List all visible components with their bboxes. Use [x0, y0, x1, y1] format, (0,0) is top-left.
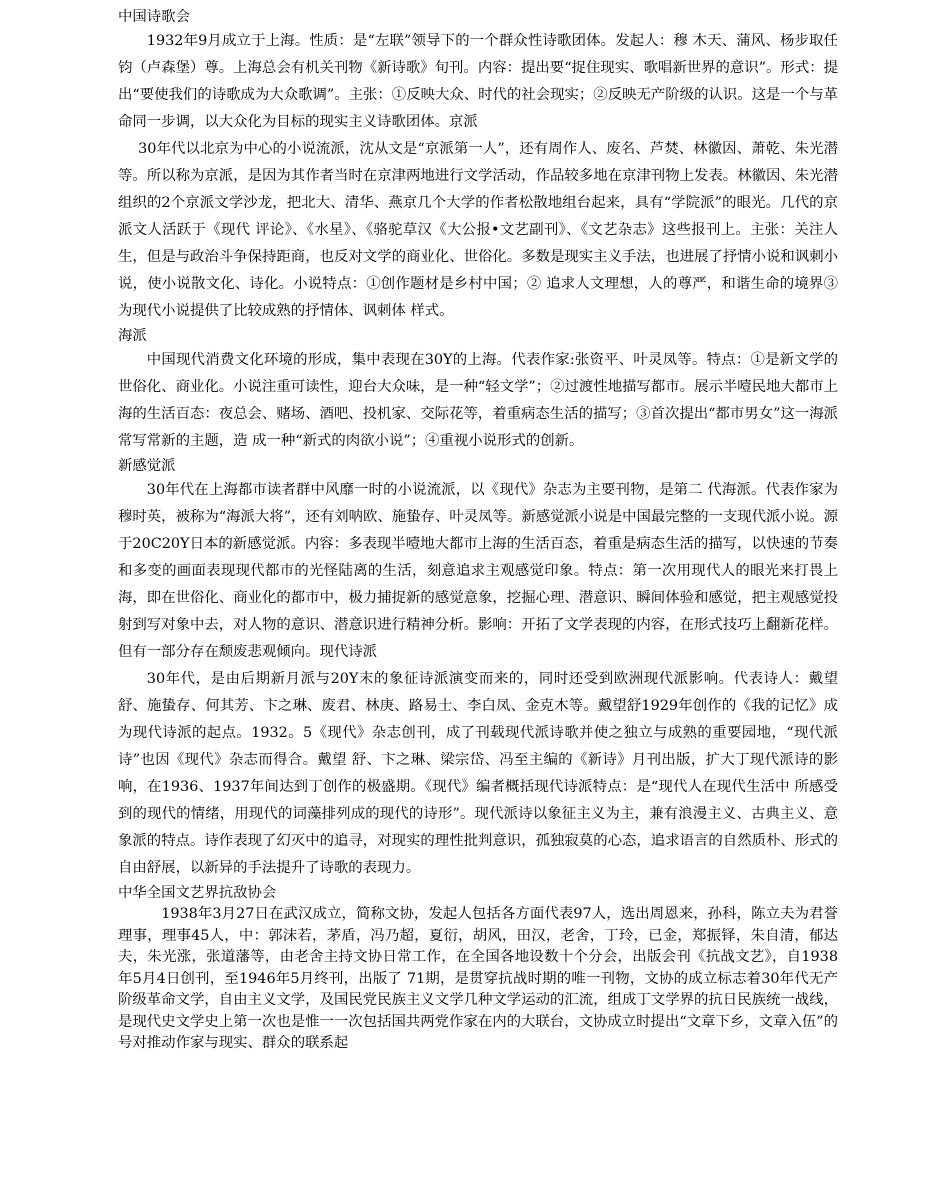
document-page — [118, 6, 838, 1055]
paragraph-jingpai: 30年代以北京为中心的小说流派，沈从文是“京派第一人”，还有周作人、废名、芦焚、林徽因、萧乾、朱光潜等。所以称为京派，是因为其作者当时在京津两地进行文学活动，作品较多地在京津刊物上发表。林徽因、朱光潜组织的2个京派文学沙龙，把北大、清华、燕京几个大学的作者松散地组台起来，具有“学院派”的眼光。几代的京派文人活跃于《现代 评论》、《水星》、《骆驼草汉《大公报•文艺副刊》、《文艺杂志》这些报刊上。主张：关注人 生，但是与政治斗争保持距商，也反对文学的商业化、世俗化。多数是现实主义手法，也进展了抒情小说和讽刺小说，使小说散文化、诗化。小说特点：①创作题材是乡村中国；② 追求人文理想，人的尊严，和谐生命的境界③为现代小说提供了比较成熟的抒情体、讽刺体 样式。 — [118, 141, 838, 319]
section-heading-anti-enemy-association: 中华全国文艺界抗敌协会 — [118, 885, 277, 901]
paragraph-haipai: 中国现代消费文化环境的形成，集中表现在30Y的上海。代表作家:张资平、叶灵凤等。特点：①是新文学的世俗化、商业化。小说注重可读性，迎台大众味，是一种“轻文学”；②过渡性地描写都市。展示半噎民地大都市上海的生活百态：夜总会、赌场、酒吧、投机家、交际花等，着重病态生活的描写；③首次提出“都市男女”这一海派常写常新的主题，造 成一种“新式的肉欲小说”；④重视小说形式的创新。 — [118, 352, 838, 449]
paragraph-new-sensation: 30年代在上海都市读者群中风靡一时的小说流派，以《现代》杂志为主要刊物，是第二 代海派。代表作家为穆时英，被称为“海派大将”，还有刘呐欧、施蛰存、叶灵凤等。新感觉派小说是中国最完整的一支现代派小说。源于20C20Y日本的新感觉派。内容：多表现半噎地大都市上海的生活百态，着重是病态生活的描写，以快速的节奏和多变的画面表现现代都市的光怪陆离的生活，刻意追求主观感觉印象。特点：第一次用现代人的眼光来打畏上海，即在世俗化、商业化的都市中，极力捕捉新的感觉意象，挖掘心理、潜意识、瞬间体验和感觉，把主观感觉投射到写对象中去，对人物的意识、潜意识进行精神分析。影响：开拓了文学表现的内容，在形式技巧上翻新花样。但有一部分存在颓废悲观倾向。现代诗派 — [118, 482, 838, 660]
paragraph-poetry-society: 1932年9月成立于上海。性质：是“左联”领导下的一个群众性诗歌团体。发起人：穆 木天、蒲风、杨步取任钧（卢森堡）尊。上海总会有机关刊物《新诗歌》旬刊。内容：提出要“捉住现实、歌唱新世界的意识”。形式：提出“要使我们的诗歌成为大众歌调”。主张：①反映大众、时代的社会现实；②反映无产阶级的认识。这是一个与革命同一步调，以大众化为目标的现实主义诗歌团体。京派 — [118, 33, 838, 130]
paragraph-anti-enemy-association: 1938年3月27日在武汉成立，简称文协，发起人包括各方面代表97人，选出周恩来，孙科，陈立夫为君誉理事，理事45人，中：郭沫若，茅盾，冯乃超，夏衍，胡风，田汉，老舍，丁玲，已金，郑振铎，朱自清，郁达夫，朱光涨，张道藩等，由老舍主持文协日常工作，在全国各地设数十个分会，出版会刊《抗战文艺》，自1938年5月4日创刊，至1946年5月终刊，出版了 71期，是贯穿抗战时期的唯一刊物，文协的成立标志着30年代无产阶级革命文学，自由主义文学，及国民党民族主义文学几种文学运动的汇流，组成丁文学界的抗日民族统一战线，是现代史文学史上第一次也是惟一一次包括国共两党作家在内的大联台，文协成立时提出“文章下乡，文章入伍”的号对推动作家与现实、群众的联系起 — [118, 906, 838, 1051]
section-heading-new-sensation: 新感觉派 — [118, 458, 176, 474]
paragraph-modern-poetry: 30年代，是由后期新月派与20Y末的象征诗派演变而来的，同时还受到欧洲现代派影响。代表诗人：戴望舒、施蛰存、何其芳、卞之琳、废君、林庚、路易士、李白凤、金克木等。戴望舒1929年创作的《我的记忆》成为现代诗派的起点。1932。5《现代》杂志创刊，成了刊载现代派诗歌并使之独立与成熟的重要园地，“现代派诗”也因《现代》杂志而得合。戴望 舒、卞之琳、梁宗岱、冯至主编的《新诗》月刊出版，扩大丁现代派诗的影响，在1936、1937年间达到丁创作的极盛期。《现代》编者概括现代诗派特点：是“现代人在现代生活中 所感受到的现代的情绪，用现代的词藻排列成的现代的诗形”。现代派诗以象征主义为主，兼有浪漫主义、古典主义、意象派的特点。诗作表现了幻灭中的追寻，对现实的理性批判意识，孤独寂莫的心态，追求语言的自然质朴、形式的自由舒展，以新异的手法提升了诗歌的表现力。 — [118, 671, 838, 876]
section-heading-haipai: 海派 — [118, 328, 147, 344]
section-heading-poetry-society: 中国诗歌会 — [118, 9, 190, 25]
